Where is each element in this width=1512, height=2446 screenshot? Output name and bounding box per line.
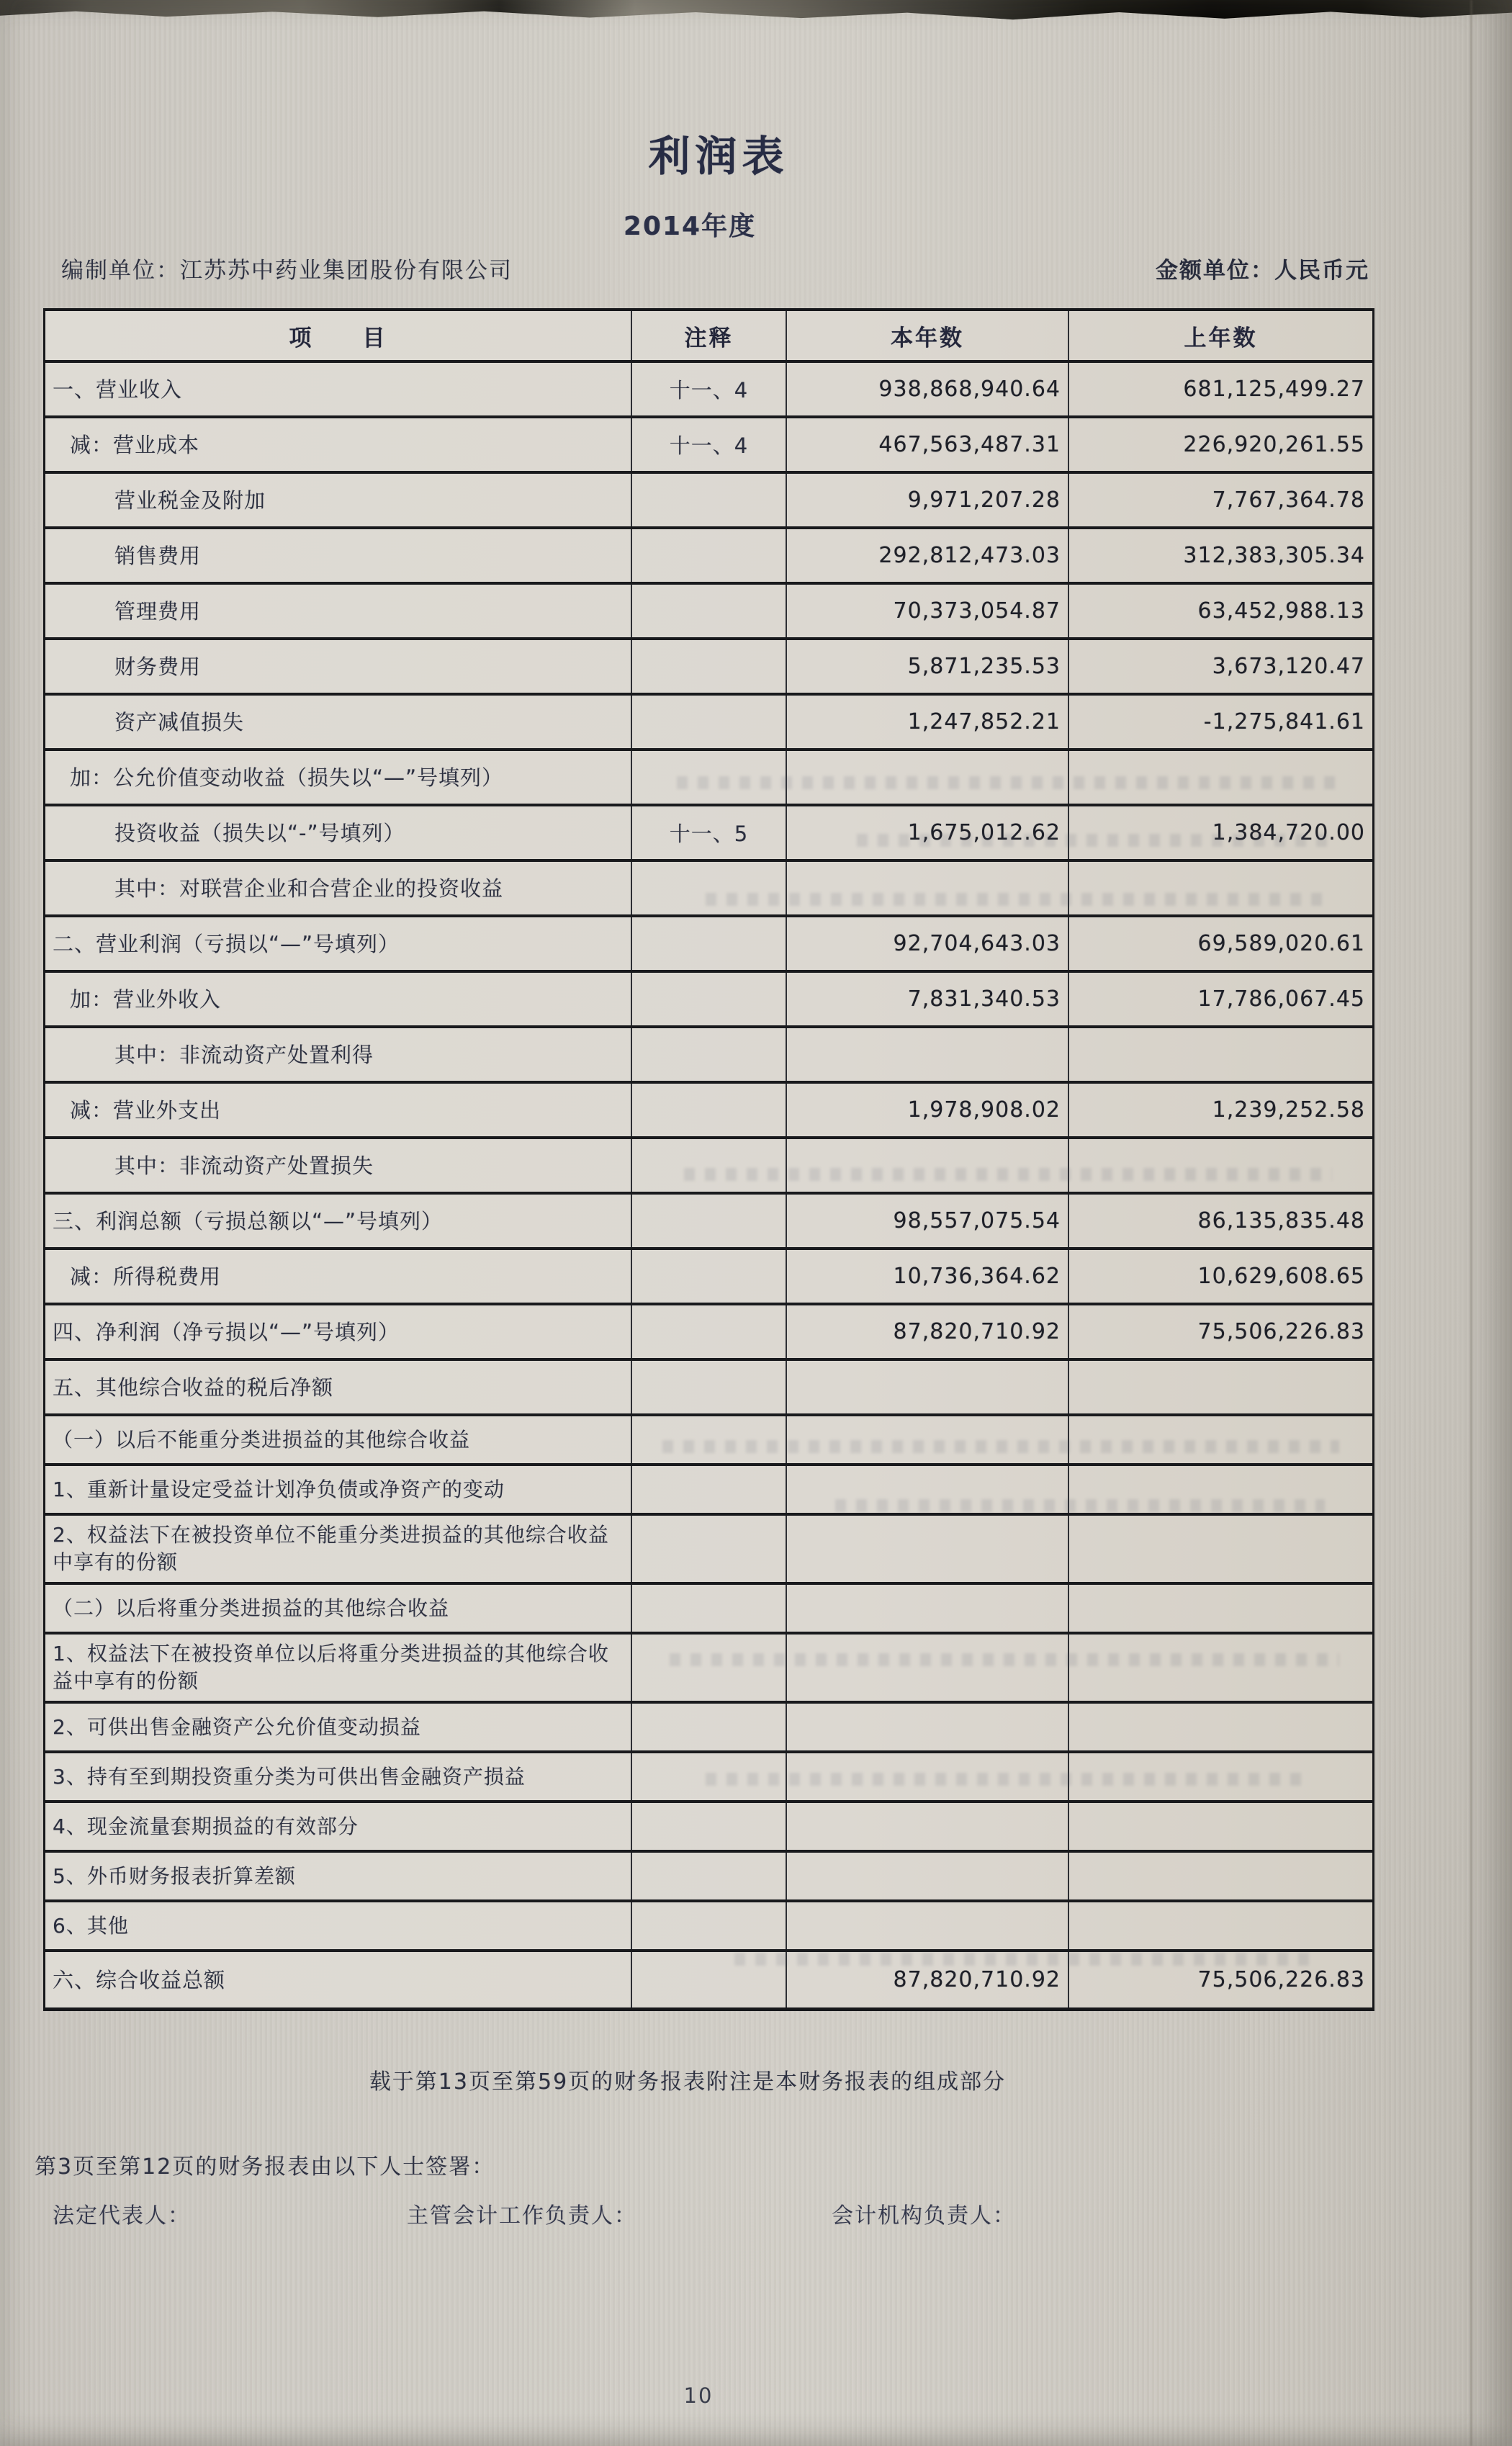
table-row bbox=[45, 1753, 1372, 1803]
row-prior-year-value: 1,239,252.58 bbox=[1212, 1097, 1365, 1123]
row-note-ref bbox=[632, 1139, 787, 1192]
row-note-ref bbox=[632, 917, 787, 970]
row-prior-year-value bbox=[1069, 1635, 1372, 1701]
table-row bbox=[45, 1853, 1372, 1902]
signature-intro: 第3页至第12页的财务报表由以下人士签署： bbox=[35, 2154, 495, 2180]
row-prior-year-value: 75,506,226.83 bbox=[1197, 1319, 1365, 1344]
row-prior-year-value: 17,786,067.45 bbox=[1197, 986, 1365, 1012]
row-prior-year-value: 1,384,720.00 bbox=[1212, 820, 1365, 845]
row-current-year-value bbox=[787, 751, 1069, 804]
table-row bbox=[45, 474, 1372, 529]
table-row bbox=[45, 1361, 1372, 1416]
page-crease-artifact bbox=[1470, 0, 1472, 2446]
row-prior-year-value: 86,135,835.48 bbox=[1197, 1208, 1365, 1233]
row-note-ref bbox=[632, 1416, 787, 1463]
header-current-year: 本年数 bbox=[787, 311, 1069, 360]
row-current-year-value: 7,831,340.53 bbox=[787, 973, 1069, 1025]
table-row bbox=[45, 1516, 1372, 1585]
row-prior-year-value: 7,767,364.78 bbox=[1212, 487, 1365, 513]
row-note-ref bbox=[632, 1753, 787, 1800]
row-note-ref bbox=[632, 1195, 787, 1247]
table-row bbox=[45, 529, 1372, 585]
row-note-ref bbox=[632, 1250, 787, 1303]
row-note-ref bbox=[632, 751, 787, 804]
row-prior-year-value bbox=[1069, 1853, 1372, 1899]
row-note-ref bbox=[632, 1635, 787, 1701]
row-current-year-value: 467,563,487.31 bbox=[787, 418, 1069, 471]
row-prior-year-value bbox=[1069, 1585, 1372, 1632]
signatory-chief-accountant: 主管会计工作负责人： bbox=[407, 2203, 637, 2229]
row-current-year-value bbox=[787, 1466, 1069, 1513]
signatory-accounting-department-head: 会计机构负责人： bbox=[832, 2203, 1016, 2229]
table-row bbox=[45, 1952, 1372, 2007]
row-prior-year-value bbox=[1069, 1139, 1372, 1192]
header-prior-year: 上年数 bbox=[1184, 325, 1258, 351]
row-current-year-value bbox=[787, 1139, 1069, 1192]
row-current-year-value bbox=[787, 1803, 1069, 1850]
row-current-year-value bbox=[787, 1516, 1069, 1582]
row-note-ref bbox=[632, 1028, 787, 1081]
income-statement-table bbox=[43, 308, 1374, 2011]
row-note-ref bbox=[632, 1516, 787, 1582]
table-row bbox=[45, 806, 1372, 862]
row-note-ref bbox=[632, 1305, 787, 1358]
row-item-label: 减：营业成本 bbox=[45, 418, 632, 471]
row-note-ref: 十一、4 bbox=[632, 363, 787, 415]
row-prior-year-value bbox=[1069, 1028, 1372, 1081]
table-row bbox=[45, 1704, 1372, 1753]
prepared-by-value: 江苏苏中药业集团股份有限公司 bbox=[180, 258, 513, 284]
row-current-year-value bbox=[787, 1416, 1069, 1463]
row-current-year-value: 70,373,054.87 bbox=[787, 585, 1069, 637]
signatory-legal-representative: 法定代表人： bbox=[53, 2203, 191, 2229]
row-note-ref bbox=[632, 1902, 787, 1949]
table-row bbox=[45, 973, 1372, 1028]
row-prior-year-value bbox=[1069, 1516, 1372, 1582]
currency-unit bbox=[1156, 252, 1369, 284]
row-prior-year-value bbox=[1069, 1902, 1372, 1949]
table-row bbox=[45, 640, 1372, 696]
row-item-label: 二、营业利润（亏损以“—”号填列） bbox=[45, 917, 632, 970]
row-prior-year-value bbox=[1069, 1753, 1372, 1800]
row-item-label: 减：所得税费用 bbox=[45, 1250, 632, 1303]
page-number: 10 bbox=[683, 2383, 714, 2408]
row-note-ref bbox=[632, 529, 787, 582]
table-row bbox=[45, 1028, 1372, 1084]
row-prior-year-value: 63,452,988.13 bbox=[1197, 598, 1365, 624]
row-item-label: 六、综合收益总额 bbox=[45, 1952, 632, 2007]
currency-unit-label: 金额单位： bbox=[1156, 258, 1274, 284]
row-current-year-value bbox=[787, 1361, 1069, 1413]
row-current-year-value: 9,971,207.28 bbox=[787, 474, 1069, 526]
header-note: 注释 bbox=[632, 311, 787, 360]
report-period: 2014年度 bbox=[623, 212, 757, 241]
row-prior-year-value: 312,383,305.34 bbox=[1183, 543, 1365, 568]
row-note-ref bbox=[632, 1084, 787, 1136]
page-title: 利润表 bbox=[648, 132, 789, 181]
row-item-label: 营业税金及附加 bbox=[45, 474, 632, 526]
row-note-ref bbox=[632, 585, 787, 637]
row-prior-year-value bbox=[1069, 862, 1372, 914]
row-current-year-value bbox=[787, 1585, 1069, 1632]
row-note-ref bbox=[632, 1466, 787, 1513]
row-current-year-value: 938,868,940.64 bbox=[787, 363, 1069, 415]
row-current-year-value bbox=[787, 1704, 1069, 1750]
prepared-by-label: 编制单位： bbox=[61, 258, 180, 284]
table-row bbox=[45, 1195, 1372, 1250]
row-current-year-value: 87,820,710.92 bbox=[787, 1952, 1069, 2007]
row-item-label: 五、其他综合收益的税后净额 bbox=[45, 1361, 632, 1413]
row-note-ref bbox=[632, 640, 787, 693]
row-current-year-value: 292,812,473.03 bbox=[787, 529, 1069, 582]
row-current-year-value bbox=[787, 1853, 1069, 1899]
row-item-label: 其中：非流动资产处置损失 bbox=[45, 1139, 632, 1192]
row-prior-year-value: 75,506,226.83 bbox=[1197, 1967, 1365, 1992]
row-current-year-value bbox=[787, 862, 1069, 914]
table-row bbox=[45, 696, 1372, 751]
row-current-year-value: 1,675,012.62 bbox=[787, 806, 1069, 859]
footer-note: 载于第13页至第59页的财务报表附注是本财务报表的组成部分 bbox=[369, 2069, 1007, 2095]
row-prior-year-value bbox=[1069, 1416, 1372, 1463]
table-row bbox=[45, 1803, 1372, 1853]
row-note-ref bbox=[632, 696, 787, 748]
row-note-ref: 十一、4 bbox=[632, 418, 787, 471]
header-item: 项 目 bbox=[45, 311, 632, 360]
row-item-label: 一、营业收入 bbox=[45, 363, 632, 415]
row-prior-year-value bbox=[1069, 1466, 1372, 1513]
row-item-label: 财务费用 bbox=[45, 640, 632, 693]
row-current-year-value: 92,704,643.03 bbox=[787, 917, 1069, 970]
row-current-year-value: 98,557,075.54 bbox=[787, 1195, 1069, 1247]
row-current-year-value bbox=[787, 1635, 1069, 1701]
row-prior-year-value bbox=[1069, 1361, 1372, 1413]
row-prior-year-value: 226,920,261.55 bbox=[1183, 432, 1365, 457]
row-item-label: 5、外币财务报表折算差额 bbox=[45, 1853, 632, 1899]
row-item-label: （一）以后不能重分类进损益的其他综合收益 bbox=[45, 1416, 632, 1463]
scan-edge-artifact bbox=[0, 0, 1512, 24]
row-prior-year-value: -1,275,841.61 bbox=[1203, 709, 1365, 734]
table-row bbox=[45, 1466, 1372, 1516]
row-item-label: 1、权益法下在被投资单位以后将重分类进损益的其他综合收益中享有的份额 bbox=[45, 1635, 632, 1701]
row-current-year-value: 1,247,852.21 bbox=[787, 696, 1069, 748]
row-item-label: 其中：非流动资产处置利得 bbox=[45, 1028, 632, 1081]
currency-unit-value: 人民币元 bbox=[1274, 258, 1369, 284]
table-row bbox=[45, 1585, 1372, 1635]
row-current-year-value: 5,871,235.53 bbox=[787, 640, 1069, 693]
row-item-label: 加：公允价值变动收益（损失以“—”号填列） bbox=[45, 751, 632, 804]
table-body bbox=[45, 363, 1372, 2007]
row-prior-year-value: 10,629,608.65 bbox=[1197, 1264, 1365, 1289]
table-row bbox=[45, 1250, 1372, 1305]
row-current-year-value bbox=[787, 1028, 1069, 1081]
row-prior-year-value: 69,589,020.61 bbox=[1197, 931, 1365, 956]
table-row bbox=[45, 917, 1372, 973]
table-row bbox=[45, 1416, 1372, 1466]
row-item-label: 减：营业外支出 bbox=[45, 1084, 632, 1136]
row-item-label: 4、现金流量套期损益的有效部分 bbox=[45, 1803, 632, 1850]
table-row bbox=[45, 418, 1372, 474]
row-current-year-value bbox=[787, 1902, 1069, 1949]
row-item-label: 三、利润总额（亏损总额以“—”号填列） bbox=[45, 1195, 632, 1247]
row-note-ref bbox=[632, 1704, 787, 1750]
table-row bbox=[45, 862, 1372, 917]
row-current-year-value: 87,820,710.92 bbox=[787, 1305, 1069, 1358]
row-item-label: 四、净利润（净亏损以“—”号填列） bbox=[45, 1305, 632, 1358]
row-prior-year-value bbox=[1069, 751, 1372, 804]
table-row bbox=[45, 1635, 1372, 1704]
row-prior-year-value bbox=[1069, 1704, 1372, 1750]
row-note-ref bbox=[632, 1952, 787, 2007]
row-prior-year-value: 3,673,120.47 bbox=[1212, 654, 1365, 679]
table-row bbox=[45, 1305, 1372, 1361]
row-item-label: 2、可供出售金融资产公允价值变动损益 bbox=[45, 1704, 632, 1750]
row-item-label: 其中：对联营企业和合营企业的投资收益 bbox=[45, 862, 632, 914]
table-row bbox=[45, 1139, 1372, 1195]
row-current-year-value: 10,736,364.62 bbox=[787, 1250, 1069, 1303]
row-note-ref bbox=[632, 1585, 787, 1632]
row-current-year-value bbox=[787, 1753, 1069, 1800]
row-item-label: 管理费用 bbox=[45, 585, 632, 637]
row-note-ref bbox=[632, 1803, 787, 1850]
row-note-ref bbox=[632, 973, 787, 1025]
row-item-label: 加：营业外收入 bbox=[45, 973, 632, 1025]
row-note-ref bbox=[632, 1853, 787, 1899]
table-header-row bbox=[45, 311, 1372, 363]
row-item-label: 3、持有至到期投资重分类为可供出售金融资产损益 bbox=[45, 1753, 632, 1800]
row-item-label: 1、重新计量设定受益计划净负债或净资产的变动 bbox=[45, 1466, 632, 1513]
table-row bbox=[45, 1084, 1372, 1139]
row-prior-year-value bbox=[1069, 1803, 1372, 1850]
row-note-ref: 十一、5 bbox=[632, 806, 787, 859]
table-row bbox=[45, 751, 1372, 806]
row-item-label: 6、其他 bbox=[45, 1902, 632, 1949]
row-item-label: 销售费用 bbox=[45, 529, 632, 582]
table-row bbox=[45, 1902, 1372, 1952]
row-item-label: （二）以后将重分类进损益的其他综合收益 bbox=[45, 1585, 632, 1632]
row-note-ref bbox=[632, 862, 787, 914]
row-item-label: 资产减值损失 bbox=[45, 696, 632, 748]
row-note-ref bbox=[632, 474, 787, 526]
row-item-label: 2、权益法下在被投资单位不能重分类进损益的其他综合收益中享有的份额 bbox=[45, 1516, 632, 1582]
table-row bbox=[45, 585, 1372, 640]
prepared-by bbox=[61, 252, 513, 284]
signature-row bbox=[0, 2198, 1512, 2231]
table-row bbox=[45, 363, 1372, 418]
row-current-year-value: 1,978,908.02 bbox=[787, 1084, 1069, 1136]
row-item-label: 投资收益（损失以“-”号填列） bbox=[45, 806, 632, 859]
row-prior-year-value: 681,125,499.27 bbox=[1183, 377, 1365, 402]
row-note-ref bbox=[632, 1361, 787, 1413]
